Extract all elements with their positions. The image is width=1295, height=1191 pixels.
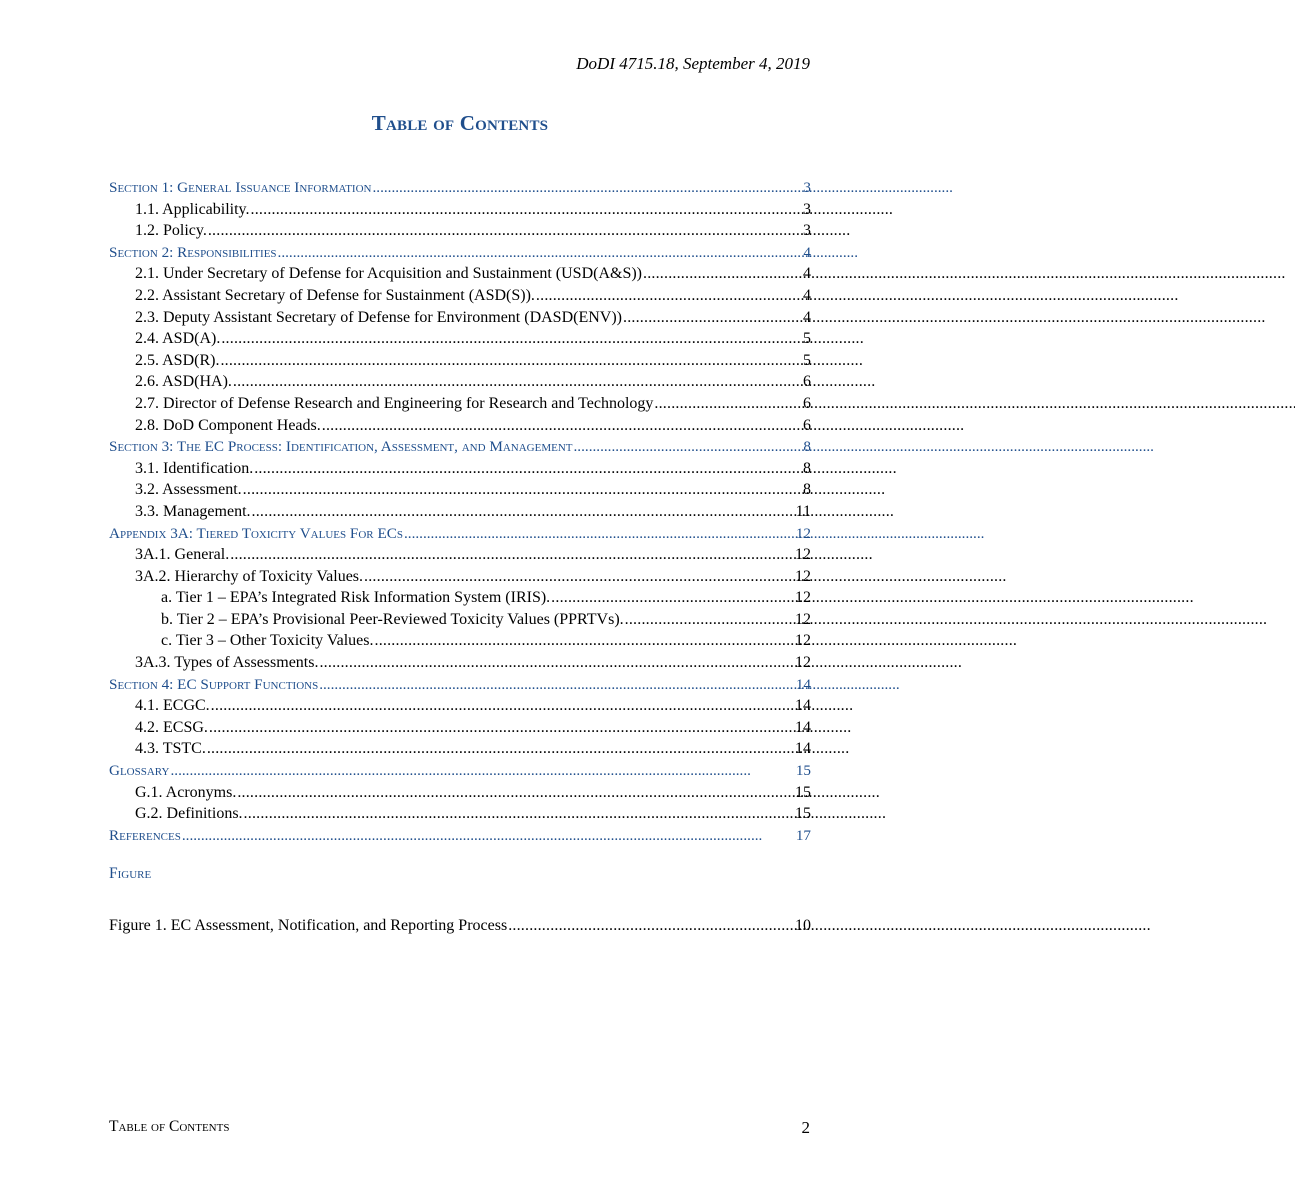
dot-leader	[220, 350, 802, 372]
toc-entry-title: 2.8. DoD Component Heads.	[135, 416, 321, 434]
toc-entry-title: Glossary	[109, 762, 170, 780]
dot-leader	[574, 436, 803, 458]
toc-item-link[interactable]	[109, 220, 811, 242]
toc-item-link[interactable]	[109, 695, 811, 717]
dot-leader	[404, 523, 795, 545]
figure-heading: Figure	[109, 865, 152, 882]
toc-section-link[interactable]	[109, 242, 811, 264]
dot-leader	[625, 609, 794, 631]
toc-section-link[interactable]	[109, 825, 811, 847]
toc-entry-title: Section 4: EC Support Functions	[109, 675, 319, 693]
toc-entry-title: Section 1: General Issuance Information	[109, 179, 372, 196]
toc-page-number: 11	[795, 502, 811, 520]
toc-item-link[interactable]	[109, 587, 811, 609]
page-title: Table of Contents	[371, 111, 549, 135]
toc-page-number: 8	[803, 459, 811, 477]
toc-page-number: 4	[803, 265, 811, 283]
toc-page-number: 5	[803, 351, 811, 369]
toc-entry-title: 2.6. ASD(HA).	[135, 373, 232, 391]
toc-page-number: 15	[795, 783, 811, 801]
toc-item-link[interactable]	[109, 630, 811, 652]
toc-section-link[interactable]	[109, 177, 811, 199]
dot-leader	[237, 782, 794, 804]
toc-page-number: 12	[795, 610, 811, 628]
toc-entry-title: Figure 1. EC Assessment, Notification, and Reporting Process	[109, 917, 508, 934]
toc-page-number: 10	[795, 917, 811, 934]
toc-item-link[interactable]	[109, 803, 811, 825]
dot-leader	[643, 263, 802, 285]
dot-leader	[233, 371, 802, 393]
toc-page-number: 12	[795, 567, 811, 585]
toc-page-number: 15	[795, 805, 811, 823]
toc-page-number: 6	[803, 416, 811, 434]
toc-entry-title: 3.2. Assessment.	[135, 481, 242, 499]
toc-entry-title: 2.2. Assistant Secretary of Defense for Sustainment (ASD(S)).	[135, 286, 535, 304]
toc-item-link[interactable]	[109, 199, 811, 221]
dot-leader	[322, 415, 802, 437]
toc-item-link[interactable]	[109, 371, 811, 393]
toc-item-link[interactable]	[109, 738, 811, 760]
dot-leader	[375, 630, 795, 652]
toc-entry-title: 1.1. Applicability.	[135, 200, 250, 218]
toc-page-number: 4	[803, 308, 811, 326]
toc-item-link[interactable]	[109, 307, 811, 329]
dot-leader	[244, 803, 794, 825]
toc-section-link[interactable]	[109, 436, 811, 458]
toc-item-link[interactable]	[109, 782, 811, 804]
dot-leader	[252, 501, 795, 523]
dot-leader	[207, 738, 794, 760]
dot-leader	[319, 674, 795, 696]
toc-entry-title: 3.3. Management.	[135, 502, 251, 520]
toc-item-link[interactable]	[109, 501, 811, 523]
toc-page-number: 12	[795, 524, 811, 542]
toc-entry-title: 4.3. TSTC.	[135, 740, 206, 758]
toc-page-number: 4	[803, 243, 811, 261]
dot-leader	[251, 199, 802, 221]
toc-item-link[interactable]	[109, 458, 811, 480]
toc-entry-title: 3A.2. Hierarchy of Toxicity Values.	[135, 567, 364, 585]
dot-leader	[221, 328, 802, 350]
toc-section-link[interactable]	[109, 523, 811, 545]
toc-entry-title: Section 2: Responsibilities	[109, 243, 277, 261]
dot-leader	[208, 220, 802, 242]
toc-entry-title: c. Tier 3 – Other Toxicity Values.	[161, 632, 374, 650]
toc-entry-title: 3A.1. General.	[135, 546, 230, 564]
toc-entry-title: References	[109, 826, 181, 844]
toc-page-number: 3	[803, 222, 811, 240]
dot-leader	[254, 458, 802, 480]
toc-item-link[interactable]	[109, 393, 811, 415]
toc-entry-title: G.2. Definitions.	[135, 805, 243, 823]
toc-page-number: 8	[803, 481, 811, 499]
toc-page-number: 6	[803, 394, 811, 412]
toc-page-number: 3	[803, 200, 811, 218]
toc-item-link[interactable]	[109, 652, 811, 674]
toc-section-link[interactable]	[109, 760, 811, 782]
toc-page-number: 4	[803, 286, 811, 304]
toc-page-number: 14	[795, 675, 811, 693]
toc-entry-title: 4.2. ECSG.	[135, 718, 208, 736]
dot-leader	[230, 544, 794, 566]
dot-leader	[243, 479, 802, 501]
footer-page-number: 2	[801, 1118, 810, 1137]
toc-page-number: 12	[795, 654, 811, 672]
toc-entry-title: 2.3. Deputy Assistant Secretary of Defense for Environment (DASD(ENV))	[135, 308, 622, 326]
toc-page-number: 12	[795, 589, 811, 607]
toc-page-number: 8	[803, 438, 811, 456]
toc-item-link[interactable]	[109, 566, 811, 588]
toc-section-link[interactable]	[109, 674, 811, 696]
toc-entry-title: 2.4. ASD(A).	[135, 330, 221, 348]
dot-leader	[278, 242, 803, 264]
figure-link[interactable]	[109, 915, 811, 937]
dot-leader	[170, 760, 794, 782]
toc-entry-title: 4.1. ECGC.	[135, 697, 210, 715]
toc-entry-title: 3A.3. Types of Assessments.	[135, 654, 319, 672]
toc-page-number: 15	[795, 762, 811, 780]
toc-page-number: 3	[803, 179, 811, 196]
toc-page-number: 5	[803, 330, 811, 348]
dot-leader	[372, 177, 802, 199]
toc-item-link[interactable]	[109, 717, 811, 739]
toc-entry-title: 3.1. Identification.	[135, 459, 254, 477]
toc-entry-title: 2.7. Director of Defense Research and Engineering for Research and Technology	[135, 394, 654, 412]
toc-entry-title: b. Tier 2 – EPA’s Provisional Peer-Reviewed Toxicity Values (PPRTVs).	[161, 610, 624, 628]
figure-list	[109, 915, 811, 937]
toc-page-number: 6	[803, 373, 811, 391]
toc-item-link[interactable]	[109, 350, 811, 372]
dot-leader	[182, 825, 795, 847]
toc-item-link[interactable]	[109, 285, 811, 307]
toc-entry-title: 2.5. ASD(R).	[135, 351, 220, 369]
dot-leader	[364, 566, 794, 588]
toc-entry-title: 1.2. Policy.	[135, 222, 207, 240]
toc-item-link[interactable]	[109, 328, 811, 350]
dot-leader	[209, 717, 794, 739]
toc-entry-title: Section 3: The EC Process: Identification, Assessment, and Management	[109, 438, 573, 456]
table-of-contents	[109, 177, 811, 846]
dot-leader	[654, 393, 802, 415]
toc-entry-title: a. Tier 1 – EPA’s Integrated Risk Information System (IRIS).	[161, 589, 551, 607]
toc-item-link[interactable]	[109, 544, 811, 566]
toc-page-number: 17	[795, 826, 811, 844]
footer-section-label: Table of Contents	[109, 1118, 230, 1135]
dot-leader	[508, 915, 794, 937]
toc-page-number: 14	[795, 718, 811, 736]
dot-leader	[211, 695, 794, 717]
toc-item-link[interactable]	[109, 609, 811, 631]
toc-item-link[interactable]	[109, 479, 811, 501]
toc-page-number: 12	[795, 632, 811, 650]
toc-page-number: 12	[795, 546, 811, 564]
toc-page-number: 14	[795, 697, 811, 715]
dot-leader	[536, 285, 802, 307]
dot-leader	[623, 307, 802, 329]
document-reference: DoDI 4715.18, September 4, 2019	[576, 54, 810, 73]
toc-item-link[interactable]	[109, 263, 811, 285]
toc-entry-title: G.1. Acronyms.	[135, 783, 237, 801]
dot-leader	[319, 652, 794, 674]
toc-page-number: 14	[795, 740, 811, 758]
toc-item-link[interactable]	[109, 415, 811, 437]
dot-leader	[551, 587, 794, 609]
toc-entry-title: 2.1. Under Secretary of Defense for Acquisition and Sustainment (USD(A&S))	[135, 265, 642, 283]
toc-entry-title: Appendix 3A: Tiered Toxicity Values For ECs	[109, 524, 403, 542]
